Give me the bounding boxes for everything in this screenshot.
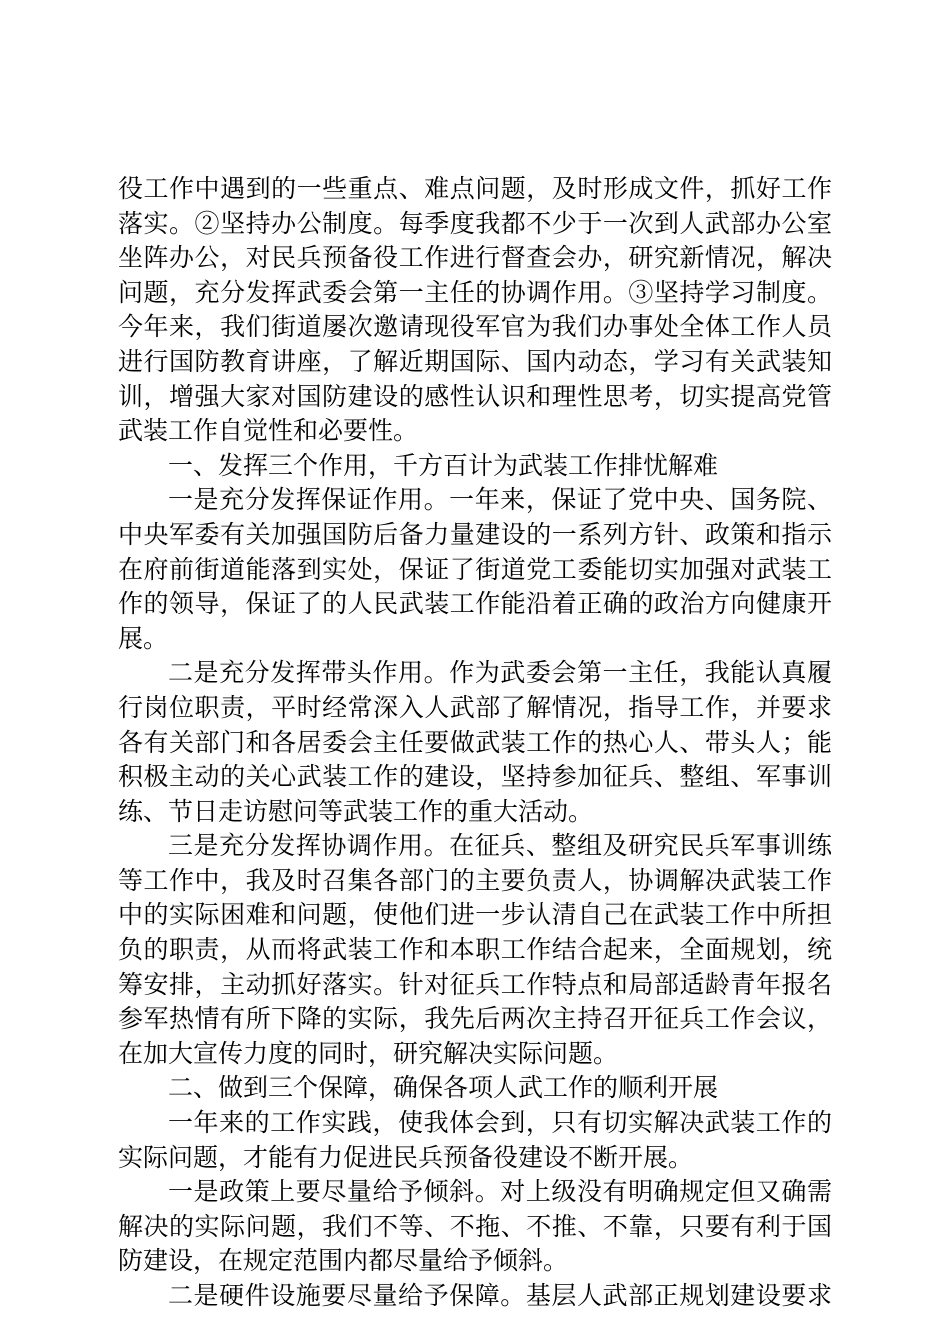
paragraph-coordinating-role: 三是充分发挥协调作用。在征兵、整组及研究民兵军事训练等工作中，我及时召集各部门的主要负责人，协调解决武装工作中的实际困难和问题，使他们进一步认清自己在武装工作中所担负的职责，从而将武装工作和本职工作结合起来，全面规划，统筹安排，主动抓好落实。针对征兵工作特点和局部适龄青年报名参军热情有所下降的实际，我先后两次主持召开征兵工作会议，在加大宣传力度的同时，研究解决实际问题。 [118,831,832,1068]
paragraph-guarantee-role: 一是充分发挥保证作用。一年来，保证了党中央、国务院、中央军委有关加强国防后备力量建设的一系列方针、政策和指示在府前街道能落到实处，保证了街道党工委能切实加强对武装工作的领导，保证了的人民武装工作能沿着正确的政治方向健康开展。 [118,485,832,653]
paragraph-work-practice: 一年来的工作实践，使我体会到，只有切实解决武装工作的实际问题，才能有力促进民兵预备役建设不断开展。 [118,1108,832,1172]
document-body [118,172,832,1314]
paragraph-policy-support: 一是政策上要尽量给予倾斜。对上级没有明确规定但又确需解决的实际问题，我们不等、不拖、不推、不靠，只要有利于国防建设，在规定范围内都尽量给予倾斜。 [118,1177,832,1276]
section-heading-1: 一、发挥三个作用，千方百计为武装工作排忧解难 [168,450,719,480]
paragraph-hardware-support: 二是硬件设施要尽量给予保障。基层人武部正规划建设要求 [168,1281,832,1310]
paragraph-continuation: 役工作中遇到的一些重点、难点问题，及时形成文件，抓好工作落实。②坚持办公制度。每季度我都不少于一次到人武部办公室坐阵办公，对民兵预备役工作进行督查会办，研究新情况，解决问题，充分发挥武委会第一主任的协调作用。③坚持学习制度。今年来，我们街道屡次邀请现役军官为我们办事处全体工作人员进行国防教育讲座，了解近期国际、国内动态，学习有关武装知训，增强大家对国防建设的感性认识和理性思考，切实提高党管武装工作自觉性和必要性。 [118,174,832,446]
paragraph-leading-role: 二是充分发挥带头作用。作为武委会第一主任，我能认真履行岗位职责，平时经常深入人武部了解情况，指导工作，并要求各有关部门和各居委会主任要做武装工作的热心人、带头人；能积极主动的关心武装工作的建设，坚持参加征兵、整组、军事训练、节日走访慰问等武装工作的重大活动。 [118,658,832,826]
section-heading-2: 二、做到三个保障，确保各项人武工作的顺利开展 [168,1073,719,1103]
